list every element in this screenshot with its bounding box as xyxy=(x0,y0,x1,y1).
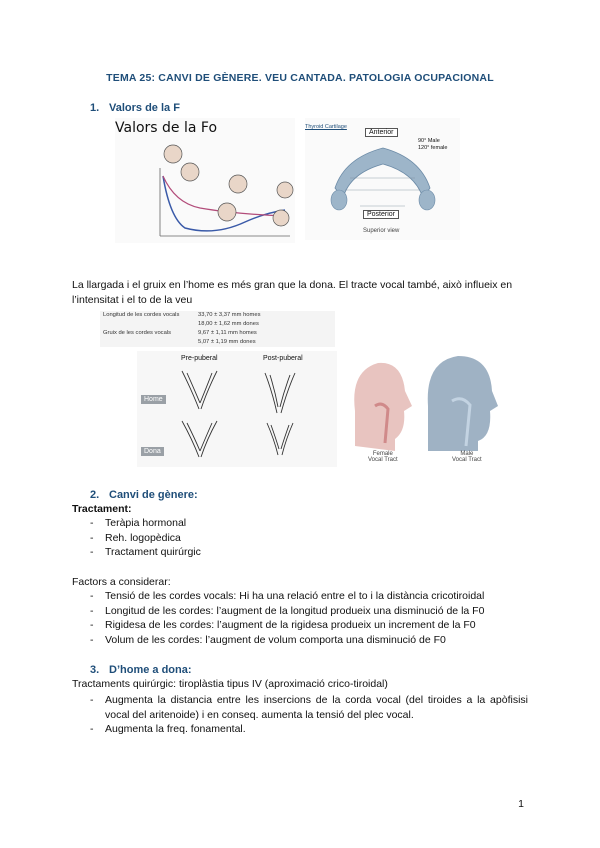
table-row: Gruix de les cordes vocals 9,67 ± 1,11 mm homes xyxy=(103,330,257,336)
larynx-paragraph: La llargada i el gruix en l’home es més gran que la dona. El tracte vocal també, això influeix en l’intensitat i el to de la veu xyxy=(72,279,513,306)
measurements-table xyxy=(100,311,335,347)
col-pre-puberal: Pre-puberal xyxy=(181,355,218,362)
section-1-number: 1. xyxy=(90,102,100,114)
list-item: - Volum de les cordes: l’augment de volum comporta una disminució de F0 xyxy=(72,633,532,648)
list-item: - Rigidesa de les cordes: l’augment de la rigidesa produeix un increment de la F0 xyxy=(72,618,532,633)
section-2-number: 2. xyxy=(90,489,100,501)
page-number: 1 xyxy=(518,798,524,810)
vocal-folds-drawings xyxy=(137,351,337,467)
elder-face xyxy=(277,182,293,198)
section-2-heading: Canvi de gènere: xyxy=(109,489,198,501)
teen-face xyxy=(181,163,199,181)
female-tract-caption: Female Vocal Tract xyxy=(368,451,398,463)
list-item: - Augmenta la freq. fonamental. xyxy=(72,722,528,737)
table-row: 18,00 ± 1,62 mm dones xyxy=(198,321,259,327)
angle-male: 90° Male xyxy=(418,138,440,144)
list-item: - Augmenta la distancia entre les insercions de la corda vocal (del tiroides a la apòfisisi vocal del aritenoide) i en conseq. aumenta la tensió del plec vocal. xyxy=(72,693,528,722)
fo-figure xyxy=(115,118,295,243)
vocal-folds-figure xyxy=(137,351,337,467)
list-item: - Reh. logopèdica xyxy=(72,531,528,546)
posterior-label: Posterior xyxy=(363,210,399,219)
male-tract-caption: Male Vocal Tract xyxy=(452,451,482,463)
table-row: 5,07 ± 1,19 mm dones xyxy=(198,339,256,345)
section-3-number: 3. xyxy=(90,664,100,676)
child-face xyxy=(164,145,182,163)
col-post-puberal: Post-puberal xyxy=(263,355,303,362)
treatment-list xyxy=(72,516,528,560)
row-dona: Dona xyxy=(141,447,164,456)
section-1-heading: Valors de la F xyxy=(109,102,180,114)
list-item: - Teràpia hormonal xyxy=(72,516,528,531)
vocal-tract-figure xyxy=(340,351,500,471)
list-item: - Tractament quirúrgic xyxy=(72,545,528,560)
woman-face xyxy=(229,175,247,193)
thyroid-caption: Superior view xyxy=(363,228,400,234)
fo-curve-chart xyxy=(115,118,295,243)
section-3-intro: Tractaments quirúrgic: tiroplàstia tipus IV (aproximació crico-tiroidal) xyxy=(72,678,388,690)
section-3-list xyxy=(72,693,528,737)
document-title: TEMA 25: CANVI DE GÈNERE. VEU CANTADA. PATOLOGIA OCUPACIONAL xyxy=(106,72,494,84)
angle-female: 120° female xyxy=(418,145,448,151)
list-item: - Longitud de les cordes: l’augment de la longitud produeix una disminució de la F0 xyxy=(72,604,532,619)
section-3-heading: D’home a dona: xyxy=(109,664,192,676)
list-item: - Tensió de les cordes vocals: Hi ha una relació entre el to i la distància cricotiroidal xyxy=(72,589,532,604)
factors-list xyxy=(72,589,532,647)
table-row: Longitud de les cordes vocals 33,70 ± 3,37 mm homes xyxy=(103,312,261,318)
anterior-label: Anterior xyxy=(365,128,398,137)
thyroid-title: Thyroid Cartilage xyxy=(305,124,347,130)
factors-label: Factors a considerar: xyxy=(72,576,171,588)
man-face xyxy=(218,203,236,221)
elder-man-face xyxy=(273,210,289,226)
treatment-label: Tractament: xyxy=(72,503,132,515)
angle-labels xyxy=(418,138,447,152)
row-home: Home xyxy=(141,395,166,404)
thyroid-figure xyxy=(305,118,460,240)
fo-figure-title: Valors de la Fo xyxy=(115,120,218,136)
